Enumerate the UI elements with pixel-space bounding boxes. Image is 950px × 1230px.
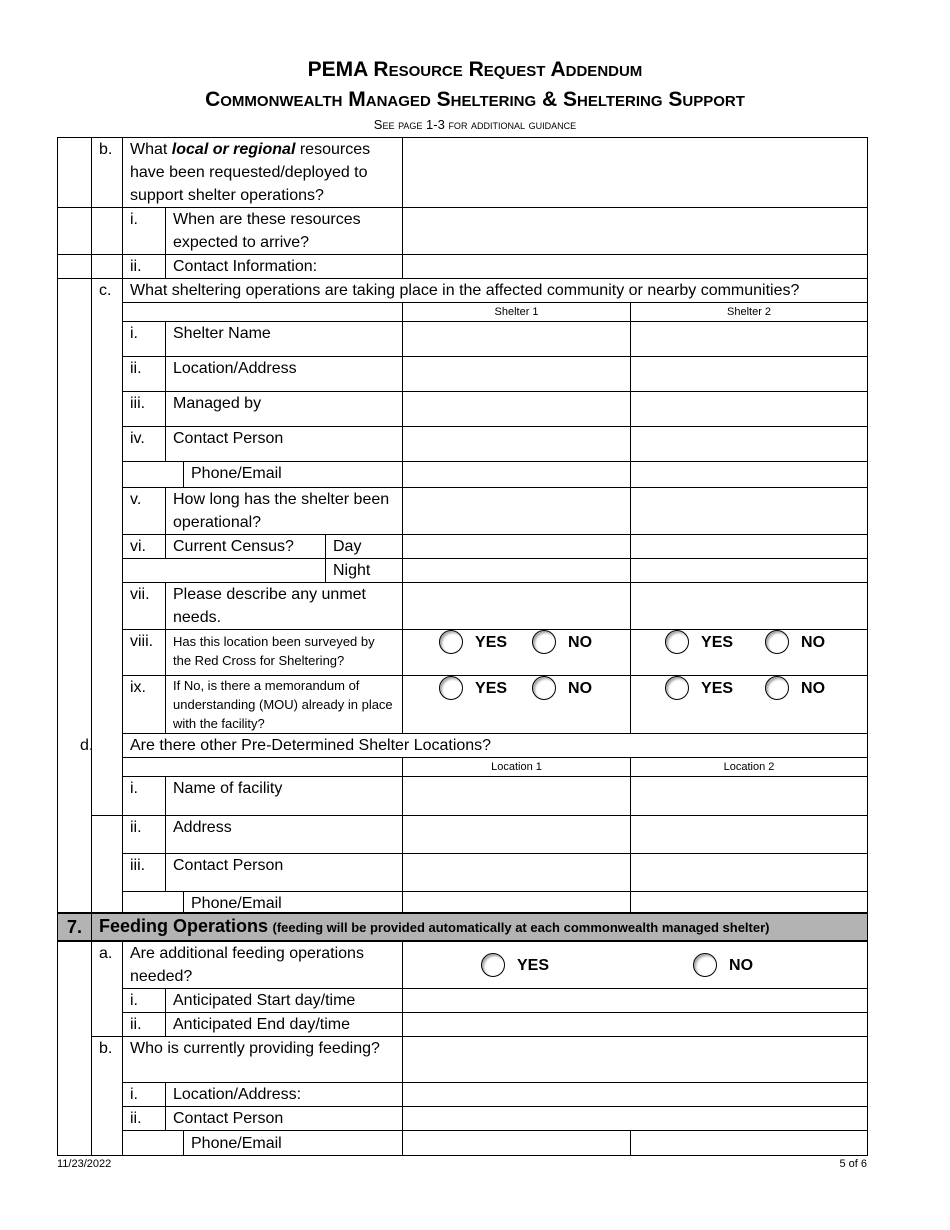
feeding-yes-radio[interactable] — [481, 953, 505, 977]
column-header-location-2: Location 2 — [631, 758, 868, 777]
answer-local-resources[interactable] — [403, 138, 868, 208]
label-phone-email: Phone/Email — [184, 892, 403, 917]
location-1-contact-field[interactable] — [403, 854, 631, 892]
shelter-1-managed-by-field[interactable] — [403, 392, 631, 427]
column-header-blank — [123, 758, 403, 777]
shelter-2-survey-no-radio[interactable] — [765, 630, 789, 654]
item-letter: b. — [92, 138, 123, 208]
shelter-2-mou-choice — [631, 676, 868, 734]
shelter-1-mou-choice — [403, 676, 631, 734]
location-2-name-field[interactable] — [631, 777, 868, 816]
sub-number: vii. — [123, 583, 166, 630]
shelter-2-mou-yes-radio[interactable] — [665, 676, 689, 700]
section-note: (feeding will be provided automatically at each commonwealth managed shelter) — [272, 920, 770, 935]
sub-number: ii. — [123, 1107, 166, 1131]
section-title: Feeding Operations — [99, 916, 269, 936]
sub-number: ii. — [123, 816, 166, 854]
location-1-address-field[interactable] — [403, 816, 631, 854]
section-number-cell — [58, 255, 92, 279]
sub-number: ii. — [123, 1013, 166, 1037]
item-letter-cell — [92, 208, 123, 255]
label-contact-person: Contact Person — [166, 427, 403, 462]
shelter-1-phone-field[interactable] — [403, 462, 631, 488]
sub-number: iii. — [123, 854, 166, 892]
shelter-1-address-field[interactable] — [403, 357, 631, 392]
location-2-contact-field[interactable] — [631, 854, 868, 892]
shelter-1-mou-no-radio[interactable] — [532, 676, 556, 700]
label-mou: If No, is there a memorandum of understanding (MOU) already in place with the facility? — [166, 676, 403, 734]
label-contact-person: Contact Person — [166, 1107, 403, 1131]
shelter-1-census-day-field[interactable] — [403, 535, 631, 559]
shelter-1-duration-field[interactable] — [403, 488, 631, 535]
shelter-2-census-day-field[interactable] — [631, 535, 868, 559]
label-day: Day — [326, 535, 403, 559]
provider-address-field[interactable] — [403, 1083, 868, 1107]
location-2-address-field[interactable] — [631, 816, 868, 854]
item-letter: b. — [92, 1037, 123, 1156]
label-contact-person: Contact Person — [166, 854, 403, 892]
question-pre-determined-locations: d. Are there other Pre-Determined Shelter Locations? — [123, 734, 868, 758]
no-label: NO — [801, 679, 826, 697]
sub-number: v. — [123, 488, 166, 535]
item-letter: d. — [80, 737, 94, 754]
sub-number: vi. — [123, 535, 166, 559]
question-current-provider: Who is currently providing feeding? — [123, 1037, 403, 1083]
footer-page-number: 5 of 6 — [839, 1158, 867, 1170]
footer-date: 11/23/2022 — [57, 1158, 112, 1170]
label-end-time: Anticipated End day/time — [166, 1013, 403, 1037]
provider-phone-field[interactable] — [403, 1131, 631, 1156]
start-time-field[interactable] — [403, 989, 868, 1013]
shelter-2-contact-field[interactable] — [631, 427, 868, 462]
sub-number: iv. — [123, 427, 166, 462]
sub-number: i. — [123, 208, 166, 255]
sub-number: iii. — [123, 392, 166, 427]
sub-number: ii. — [123, 357, 166, 392]
feeding-needed-choice — [403, 941, 868, 989]
sub-number: ix. — [123, 676, 166, 734]
label-night: Night — [326, 559, 403, 583]
column-header-shelter-1: Shelter 1 — [403, 303, 631, 322]
blank-cell — [123, 559, 326, 583]
provider-contact-field[interactable] — [403, 1107, 868, 1131]
shelter-1-name-field[interactable] — [403, 322, 631, 357]
shelter-1-survey-choice — [403, 630, 631, 676]
shelter-2-survey-choice — [631, 630, 868, 676]
end-time-field[interactable] — [403, 1013, 868, 1037]
sub-number: ii. — [123, 255, 166, 279]
section-number-cell — [58, 208, 92, 255]
answer-arrival[interactable] — [403, 208, 868, 255]
column-header-shelter-2: Shelter 2 — [631, 303, 868, 322]
label-managed-by: Managed by — [166, 392, 403, 427]
shelter-2-survey-yes-radio[interactable] — [665, 630, 689, 654]
label-facility-name: Name of facility — [166, 777, 403, 816]
blank-cell — [123, 1131, 184, 1156]
guidance-note: See page 1-3 for additional guidance — [373, 117, 577, 132]
blank-cell — [123, 462, 184, 488]
section-number: 7. — [58, 913, 92, 941]
question-local-resources: What local or regional resources have been requested/deployed to support shelter operations? — [123, 138, 403, 208]
no-label: NO — [568, 633, 593, 651]
section-title-cell — [92, 913, 868, 941]
label-current-census: Current Census? — [166, 535, 326, 559]
shelter-1-survey-no-radio[interactable] — [532, 630, 556, 654]
section-number-cell — [58, 279, 92, 917]
sub-number: i. — [123, 322, 166, 357]
shelter-1-survey-yes-radio[interactable] — [439, 630, 463, 654]
provider-email-field[interactable] — [631, 1131, 868, 1156]
question-arrival: When are these resources expected to arrive? — [166, 208, 403, 255]
label-location-address: Location/Address: — [166, 1083, 403, 1107]
label-unmet-needs: Please describe any unmet needs. — [166, 583, 403, 630]
shelter-2-mou-no-radio[interactable] — [765, 676, 789, 700]
form-title: PEMA Resource Request Addendum — [307, 58, 643, 81]
shelter-1-contact-field[interactable] — [403, 427, 631, 462]
shelter-2-unmet-needs-field[interactable] — [631, 583, 868, 630]
sub-number: viii. — [123, 630, 166, 676]
question-contact-info: Contact Information: — [166, 255, 403, 279]
label-operational-duration: How long has the shelter been operational? — [166, 488, 403, 535]
sub-number: i. — [123, 1083, 166, 1107]
no-label: NO — [801, 633, 826, 651]
feeding-no-radio[interactable] — [693, 953, 717, 977]
no-label: NO — [729, 956, 754, 974]
label-phone-email: Phone/Email — [184, 462, 403, 488]
feeding-operations-table — [57, 912, 868, 1156]
item-letter-cell — [92, 816, 123, 917]
label-address: Address — [166, 816, 403, 854]
yes-label: YES — [517, 956, 550, 974]
question-sheltering-operations: What sheltering operations are taking place in the affected community or nearby communities? — [123, 279, 868, 303]
yes-label: YES — [701, 679, 734, 697]
section-number-cell — [58, 941, 92, 1156]
location-1-name-field[interactable] — [403, 777, 631, 816]
item-letter: c. — [92, 279, 123, 816]
label-shelter-name: Shelter Name — [166, 322, 403, 357]
section-number-cell — [58, 138, 92, 208]
yes-label: YES — [475, 633, 508, 651]
sub-number: i. — [123, 989, 166, 1013]
shelter-2-duration-field[interactable] — [631, 488, 868, 535]
shelter-1-census-night-field[interactable] — [403, 559, 631, 583]
item-letter: a. — [92, 941, 123, 1037]
shelter-2-census-night-field[interactable] — [631, 559, 868, 583]
item-letter-cell — [92, 255, 123, 279]
label-location-address: Location/Address — [166, 357, 403, 392]
form-subtitle: Commonwealth Managed Sheltering & Sheltering Support — [205, 88, 745, 111]
label-phone-email: Phone/Email — [184, 1131, 403, 1156]
request-form-table — [57, 137, 868, 917]
shelter-2-name-field[interactable] — [631, 322, 868, 357]
question-feeding-needed: Are additional feeding operations needed? — [123, 941, 403, 989]
answer-contact-info[interactable] — [403, 255, 868, 279]
no-label: NO — [568, 679, 593, 697]
shelter-2-address-field[interactable] — [631, 357, 868, 392]
sub-number: i. — [123, 777, 166, 816]
yes-label: YES — [475, 679, 508, 697]
column-header-blank — [123, 303, 403, 322]
label-red-cross-survey: Has this location been surveyed by the Red Cross for Sheltering? — [166, 630, 403, 676]
shelter-1-mou-yes-radio[interactable] — [439, 676, 463, 700]
section-7-header — [58, 913, 868, 941]
shelter-1-unmet-needs-field[interactable] — [403, 583, 631, 630]
column-header-location-1: Location 1 — [403, 758, 631, 777]
current-provider-field[interactable] — [403, 1037, 868, 1083]
shelter-2-managed-by-field[interactable] — [631, 392, 868, 427]
yes-label: YES — [701, 633, 734, 651]
shelter-2-phone-field[interactable] — [631, 462, 868, 488]
label-start-time: Anticipated Start day/time — [166, 989, 403, 1013]
